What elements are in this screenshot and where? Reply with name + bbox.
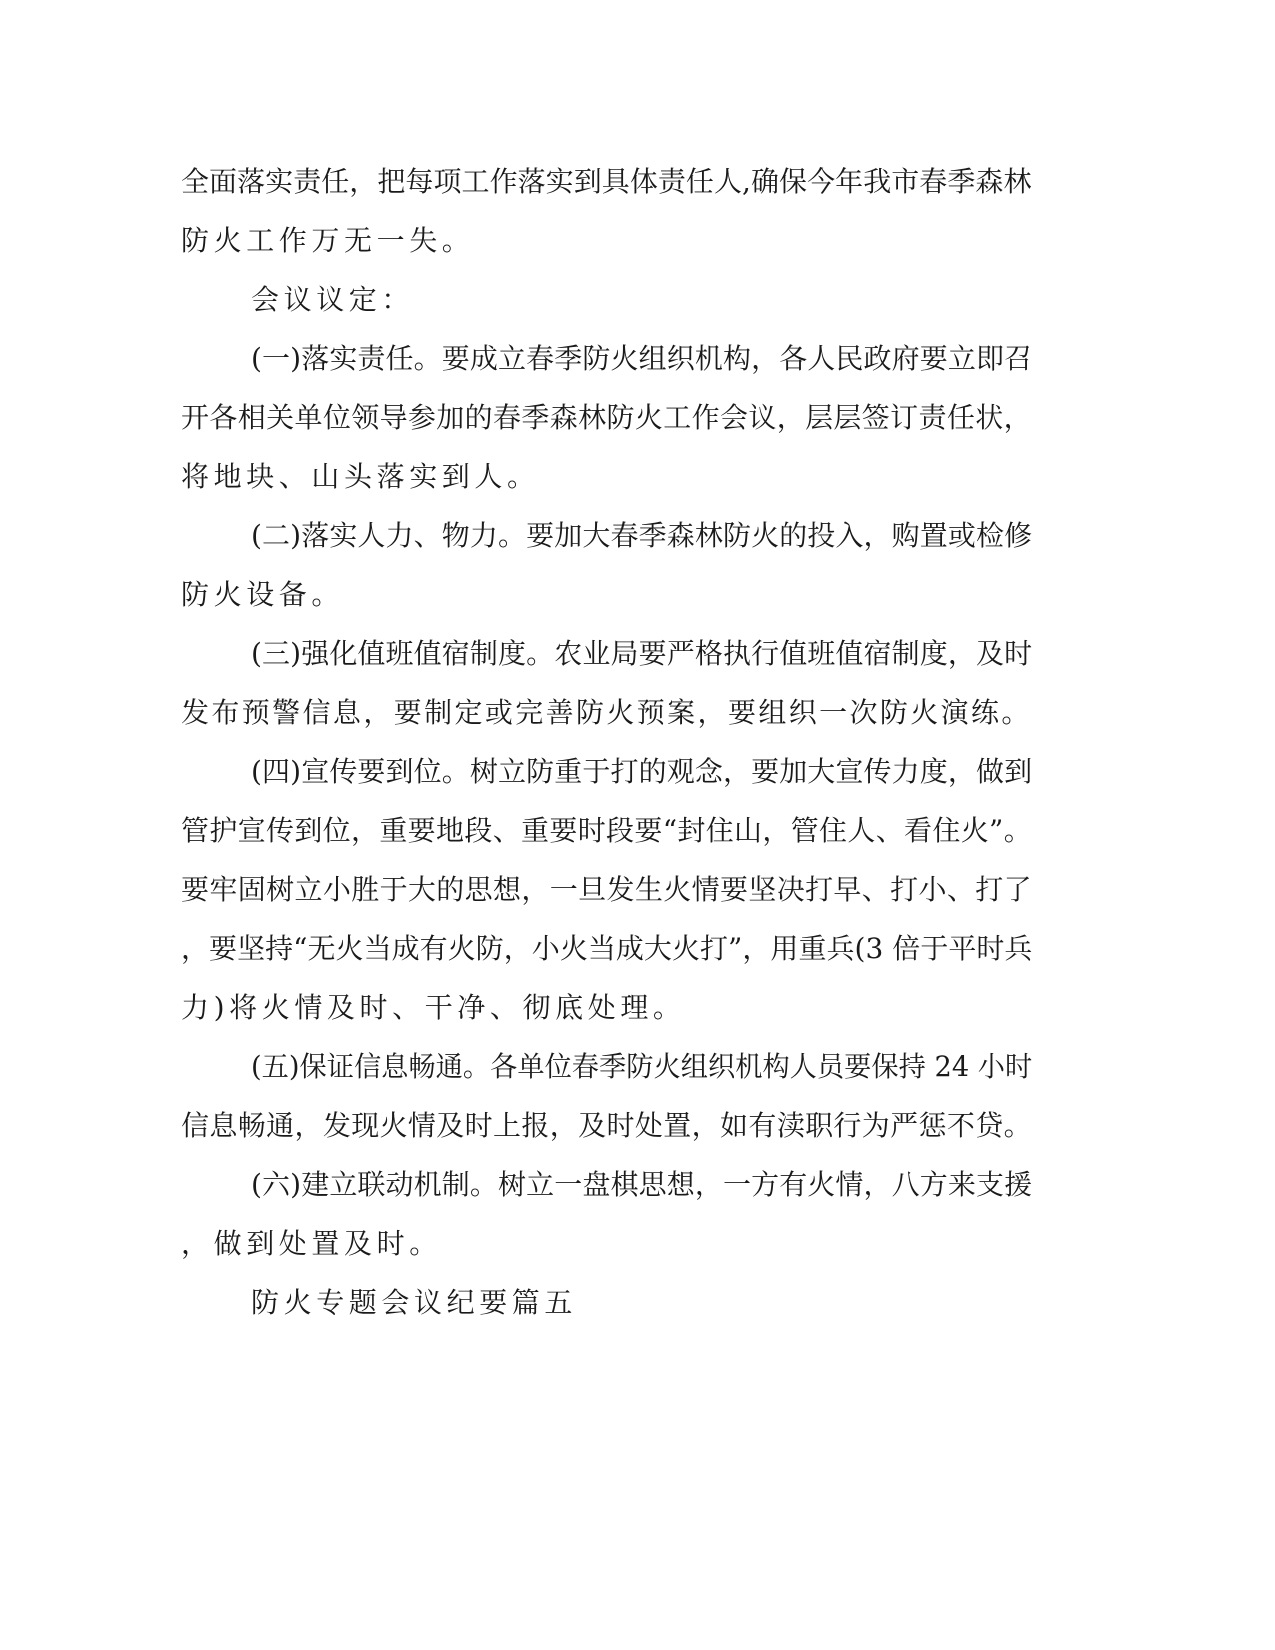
- text-line: ，要坚持“无火当成有火防，小火当成大火打”，用重兵(3 倍于平时兵: [181, 932, 1033, 965]
- section-heading: 防火专题会议纪要篇五: [251, 1286, 578, 1319]
- text-line: 将地块、山头落实到人。: [181, 460, 540, 493]
- text-line: 开各相关单位领导参加的春季森林防火工作会议，层层签订责任状，: [181, 401, 1033, 434]
- text-line: 要牢固树立小胜于大的思想，一旦发生火情要坚决打早、打小、打了: [181, 873, 1033, 906]
- text-line: 信息畅通，发现火情及时上报，及时处置，如有渎职行为严惩不贷。: [181, 1109, 1033, 1142]
- text-line: (五)保证信息畅通。各单位春季防火组织机构人员要保持 24 小时: [251, 1050, 1033, 1083]
- text-line: 发布预警信息，要制定或完善防火预案，要组织一次防火演练。: [181, 696, 1032, 729]
- text-line: 防火工作万无一失。: [181, 224, 475, 257]
- text-line: 会议议定：: [251, 283, 415, 316]
- text-line: 防火设备。: [181, 578, 345, 611]
- text-line: 力)将火情及时、干净、彻底处理。: [181, 991, 686, 1024]
- text-line: 全面落实责任，把每项工作落实到具体责任人,确保今年我市春季森林: [181, 165, 1032, 198]
- text-line: (四)宣传要到位。树立防重于打的观念，要加大宣传力度，做到: [251, 755, 1033, 788]
- text-line: 管护宣传到位，重要地段、重要时段要“封住山，管住人、看住火”。: [181, 814, 1033, 847]
- text-line: (三)强化值班值宿制度。农业局要严格执行值班值宿制度，及时: [251, 637, 1033, 670]
- text-line: ，做到处置及时。: [181, 1227, 442, 1260]
- text-line: (一)落实责任。要成立春季防火组织机构，各人民政府要立即召: [251, 342, 1033, 375]
- text-line: (二)落实人力、物力。要加大春季森林防火的投入，购置或检修: [251, 519, 1033, 552]
- text-line: (六)建立联动机制。树立一盘棋思想，一方有火情，八方来支援: [251, 1168, 1033, 1201]
